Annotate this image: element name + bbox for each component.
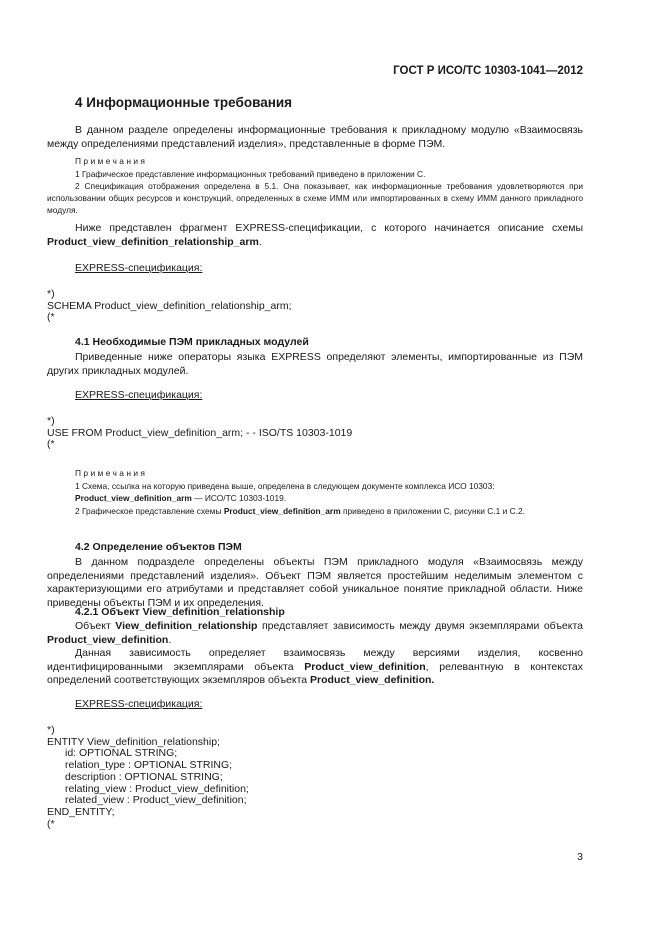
express-spec-label: EXPRESS-спецификация: [75, 698, 203, 710]
code-line: *) [47, 724, 55, 736]
code-line: (* [47, 311, 55, 324]
entity-name: View_definition_relationship [115, 620, 258, 632]
code-line: description : OPTIONAL STRING; [65, 770, 223, 783]
section-4-1-title: 4.1 Необходимые ПЭМ прикладных модулей [75, 336, 309, 348]
code-line: (* [47, 817, 55, 830]
section-4-2-text: В данном подразделе определены объекты ПЭМ прикладного модуля «Взаимосвязь между определениями представлений изделия». Объект ПЭМ является простейшим неделимым элементом с характеризующими его атрибутами и представляет собой уникальное понятие прикладной области. Ниже приведены объекты ПЭМ и их определения. [47, 556, 583, 609]
code-line: USE FROM Product_view_definition_arm; - - ISO/TS 10303-1019 [47, 426, 353, 439]
section-4-2-title: 4.2 Определение объектов ПЭМ [75, 541, 242, 553]
entity-ref: Product_view_definition. [310, 674, 435, 686]
note-1: 1 Графическое представление информационных требований приведено в приложении С. [75, 169, 426, 179]
section-4-2-1-title: 4.2.1 Объект View_definition_relationship [75, 606, 285, 618]
schema-name: Product_view_definition_relationship_arm [47, 235, 259, 248]
entity-definition-paragraph: Объект View_definition_relationship представляет зависимость между двумя экземплярами объекта Product_view_definition. [47, 620, 583, 646]
note-2: 2 Графическое представление схемы Product_view_definition_arm приведено в приложении С, рисунки С.1 и С.2. [75, 506, 526, 516]
notes-title: Примечания [75, 156, 148, 166]
section-4-intro: В данном разделе определены информационные требования к прикладному модулю «Взаимосвязь между определениями представлений изделия», представленные в форме ПЭМ. [47, 124, 583, 150]
entity-code-block [47, 725, 249, 830]
entity-ref: Product_view_definition [304, 660, 426, 673]
section-4-title: 4 Информационные требования [75, 95, 293, 110]
code-line: related_view : Product_view_definition; [65, 794, 247, 807]
code-line: relating_view : Product_view_definition; [65, 782, 249, 795]
express-spec-label: EXPRESS-спецификация: [75, 262, 203, 274]
note-1: 1 Схема, ссылка на которую приведена выше, определена в следующем документе комплекса ИСО 10303: Product_view_definition_arm — ИСО/ТС 10303-1019. [75, 481, 495, 503]
schema-ref: Product_view_definition_arm [223, 506, 341, 516]
code-line: END_ENTITY; [47, 805, 115, 818]
notes-title: Примечания [75, 468, 148, 478]
relationship-paragraph: Данная зависимость определяет взаимосвязь между версиями изделия, косвенно идентифицированными экземплярами объекта Product_view_definition, релевантную в контекстах определений соответствующих экземпляров объекта Product_view_definition. [47, 647, 583, 686]
fragment-text: Ниже представлен фрагмент EXPRESS-спецификации, с которого начинается описание схемы [75, 222, 583, 234]
note-2: 2 Спецификация отображения определена в 5.1. Она показывает, как информационные требования удовлетворяются при использовании общих ресурсов и конструкций, определенных в схеме ИММ или импортированных в схему ИММ данного прикладного модуля. [47, 181, 583, 215]
use-from-code-block [47, 416, 352, 451]
section-4-1-text: Приведенные ниже операторы языка EXPRESS определяют элементы, импортированные из ПЭМ других прикладных модулей. [47, 351, 583, 377]
code-line: id: OPTIONAL STRING; [65, 747, 178, 760]
fragment-paragraph: Ниже представлен фрагмент EXPRESS-спецификации, с которого начинается описание схемы Product_view_definition_relationship_arm. [47, 222, 583, 248]
code-line: relation_type : OPTIONAL STRING; [65, 759, 233, 772]
express-spec-label: EXPRESS-спецификация: [75, 389, 203, 401]
page-number: 3 [577, 851, 583, 863]
standard-header: ГОСТ Р ИСО/ТС 10303-1041—2012 [393, 65, 583, 77]
code-line: SCHEMA Product_view_definition_relationship_arm; [47, 299, 292, 312]
entity-ref: Product_view_definition [47, 633, 169, 646]
code-line: *) [47, 415, 55, 427]
code-line: *) [47, 288, 55, 300]
code-line: (* [47, 438, 55, 451]
code-line: ENTITY View_definition_relationship; [47, 735, 220, 748]
schema-ref: Product_view_definition_arm [75, 493, 192, 503]
schema-code-block [47, 289, 292, 324]
